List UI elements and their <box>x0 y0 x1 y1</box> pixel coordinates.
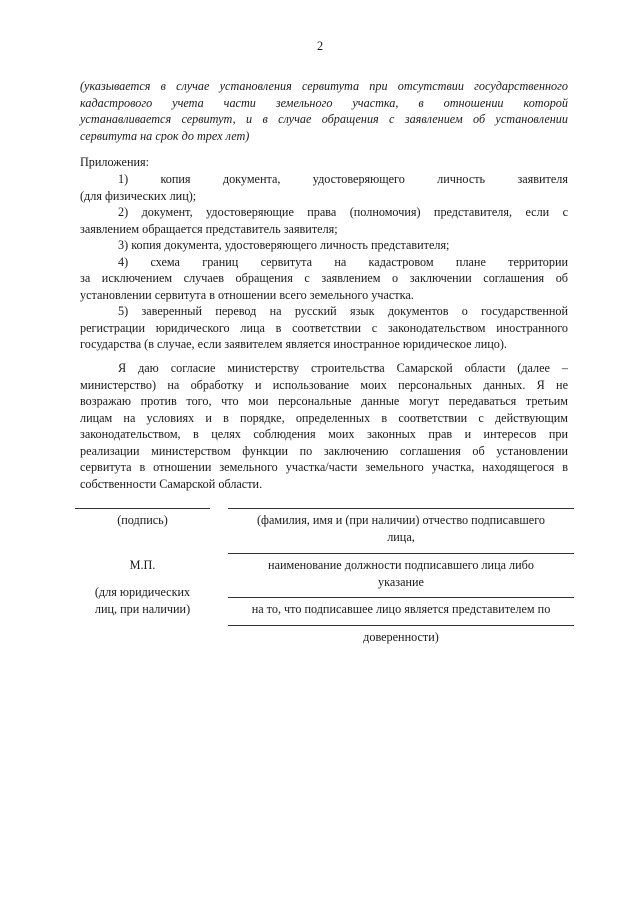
position-line <box>228 553 574 554</box>
power-of-attorney-line <box>228 625 574 626</box>
attachments-list <box>80 171 568 353</box>
attachments-heading: Приложения: <box>80 155 149 169</box>
signature-label: (подпись) <box>117 513 168 527</box>
attachment-item-5: 5) заверенный перевод на русский язык документов о государственной регистрации юридического лица в соответствии с законодательством иностранного государства (в случае, если заявителем является иностранное юридическое лицо). <box>80 304 568 351</box>
note-paragraph <box>80 78 568 144</box>
representative-line <box>228 597 574 598</box>
note-line: устанавливается сервитут, и в случае обращения с заявлением об установлении <box>80 112 568 126</box>
name-label: (фамилия, имя и (при наличии) отчество подписавшего лица, <box>257 513 545 544</box>
attachment-item-3: 3) копия документа, удостоверяющего личность представителя; <box>118 238 450 252</box>
legal-entity-label: (для юридических лиц, при наличии) <box>94 585 191 616</box>
signature-line <box>75 508 210 509</box>
representative-label: на то, что подписавшее лицо является представителем по <box>251 602 551 616</box>
page-number: 2 <box>316 39 324 53</box>
attachment-item-2: 2) документ, удостоверяющие права (полномочия) представителя, если с заявлением обращается представитель заявителя; <box>80 205 568 236</box>
power-of-attorney-label: доверенности) <box>363 630 439 644</box>
position-label: наименование должности подписавшего лица либо указание <box>268 558 534 589</box>
note-line: (указывается в случае установления сервитута при отсутствии государственного <box>80 79 568 93</box>
attachment-item-1: 1) копия документа, удостоверяющего личность заявителя (для физических лиц); <box>80 172 568 203</box>
consent-paragraph: Я даю согласие министерству строительства Самарской области (далее – министерство) на обработку и использование моих персональных данных. Я не возражаю против того, что мои персональные данные могут передаваться третьим лицам на условиях и в порядке, определенных в соответствии с действующим законодательством, в целях соблюдения моих законных прав и интересов при реализации министерством функции по заключению соглашения об установлении сервитута в отношении земельного участка/части земельного участка, находящегося в собственности Самарской области. <box>80 361 568 491</box>
seal-label: М.П. <box>129 558 156 572</box>
note-line: кадастрового учета части земельного участка, в отношении которой <box>80 95 568 110</box>
name-line <box>228 508 574 509</box>
attachment-item-4: 4) схема границ сервитута на кадастровом плане территории за исключением случаев обращения с заявлением о заключении соглашения об установлении сервитута в отношении всего земельного участка. <box>80 254 568 302</box>
note-line: сервитута на срок до трех лет) <box>80 128 250 143</box>
